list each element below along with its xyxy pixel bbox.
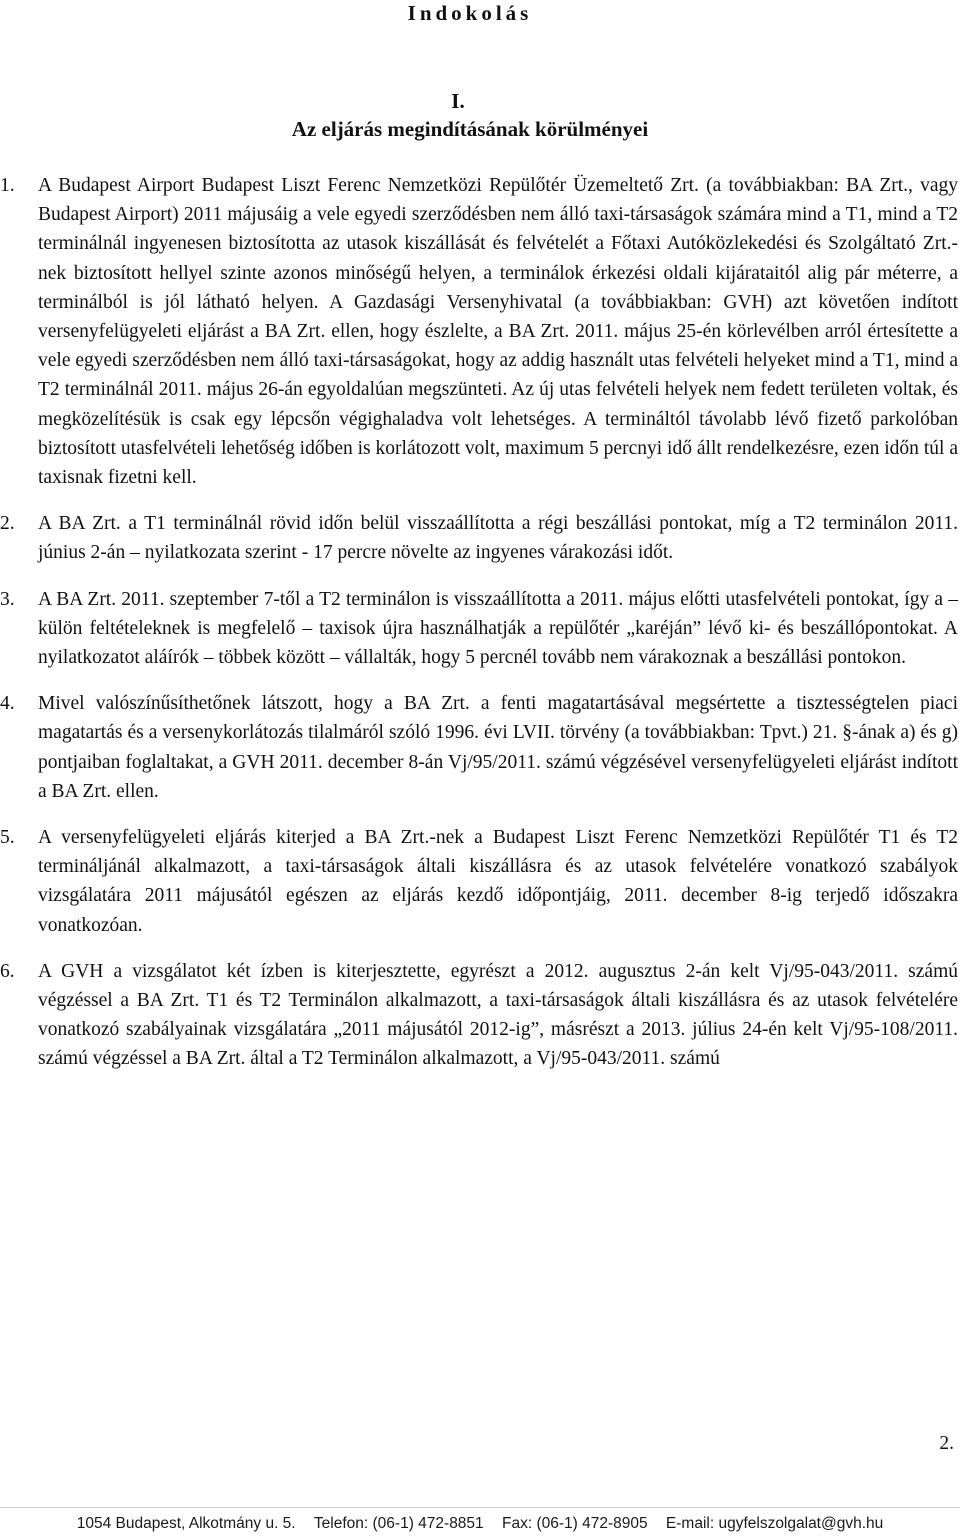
paragraph-text: A BA Zrt. 2011. szeptember 7-től a T2 terminálon is visszaállította a 2011. május előtti utasfelvételi pontokat, így a – külön feltételeknek is megfelelő – taxisok újra használhatják a repülőtér „karéján” lévő ki- és beszállópontokat. A nyilatkozatot aláírók – többek között – vállalták, hogy 5 percnél tovább nem várakoznak a beszállási pontokon. [38,588,958,669]
footer-fax: Fax: (06-1) 472-8905 [502,1515,648,1532]
paragraph-number: 5. [0,827,15,849]
page-footer [0,1513,960,1535]
paragraph-item-1 [0,171,958,492]
paragraph-number: 3. [0,588,15,610]
paragraph-text: A Budapest Airport Budapest Liszt Ferenc Nemzetközi Repülőtér Üzemeltető Zrt. (a továbbiakban: BA Zrt., vagy Budapest Airport) 2011 májusáig a vele egyedi szerződésben nem álló taxi-társaságok számára mind a T1, mind a T2 terminálnál ingyenesen biztosította az utasok kiszállását és felvételét a Főtaxi Autóközlekedési és Szolgáltató Zrt.-nek biztosított hellyel szinte azonos minőségű helyen, a terminálok érkezési oldali kijárataitól alig pár méterre, a terminálból is jól látható helyen. A Gazdasági Versenyhivatal (a továbbiakban: GVH) azt követően indított versenyfelügyeleti eljárást a BA Zrt. ellen, hogy észlelte, a BA Zrt. 2011. május 25-én körlevélben arról értesítette a vele egyedi szerződésben nem álló taxi-társaságokat, hogy az addig használt utas felvételi helyeket mind a T1, mind a T2 terminálnál 2011. május 26-án egyoldalúan megszünteti. Az új utas felvételi helyek nem fedett területen voltak, és megközelítésük is csak egy lépcsőn végighaladva volt lehetséges. A termináltól távolabb lévő fizető parkolóban biztosított utasfelvételi lehetőség időben is korlátozott volt, maximum 5 percnyi idő állt rendelkezésre, ezen időn túl a taxisnak fizetni kell. [38,175,958,489]
paragraph-number: 1. [0,175,15,196]
paragraph-item-4 [0,689,958,806]
section-numeral: I. [451,89,465,113]
paragraph-item-2 [0,509,958,567]
paragraph-item-5 [0,823,958,940]
page-number: 2. [939,1433,954,1454]
paragraph-text: A GVH a vizsgálatot két ízben is kiterjesztette, egyrészt a 2012. augusztus 2-án kelt Vj/95-043/2011. számú végzéssel a BA Zrt. T1 és T2 Terminálon alkalmazott, a taxi-társaságok általi kiszállásra és az utasok felvételére vonatkozó szabályainak vizsgálatára „2011 májusától 2012-ig”, másrészt a 2013. július 24-én kelt Vj/95-108/2011. számú végzéssel a BA Zrt. által a T2 Terminálon alkalmazott, a Vj/95-043/2011. számú [38,960,958,1070]
footer-email: E-mail: ugyfelszolgalat@gvh.hu [665,1515,884,1532]
section-title: Az eljárás megindításának körülményei [291,117,649,141]
footer-divider [0,1507,960,1508]
paragraph-text: A BA Zrt. a T1 terminálnál rövid időn belül visszaállította a régi beszállási pontokat, míg a T2 terminálon 2011. június 2-án – nyilatkozata szerint - 17 percre növelte az ingyenes várakozási időt. [38,513,958,564]
paragraph-item-3 [0,585,958,673]
paragraph-number: 4. [0,693,15,715]
footer-address: 1054 Budapest, Alkotmány u. 5. [76,1515,296,1532]
paragraph-text: Mivel valószínűsíthetőnek látszott, hogy a BA Zrt. a fenti magatartásával megsértette a tisztességtelen piaci magatartás és a versenykorlátozás tilalmáról szóló 1996. évi LVII. törvény (a továbbiakban: Tpvt.) 21. §-ának a) és g) pontjaiban foglaltakat, a GVH 2011. december 8-án Vj/95/2011. számú végzésével versenyfelügyeleti eljárást indított a BA Zrt. ellen. [38,693,958,802]
paragraph-item-6 [0,957,958,1074]
paragraph-text: A versenyfelügyeleti eljárás kiterjed a BA Zrt.-nek a Budapest Liszt Ferenc Nemzetközi Repülőtér T1 és T2 termináljánál alkalmazott, a taxi-társaságok általi kiszállásra és az utasok felvételére vonatkozó szabályok vizsgálatára 2011 májusától egészen az eljárás kezdő időpontjáig, 2011. december 8-ig terjedő időszakra vonatkozóan. [38,827,958,936]
numbered-paragraph-list [0,171,958,1091]
document-heading: Indokolás [407,1,533,25]
paragraph-number: 6. [0,960,15,982]
footer-phone: Telefon: (06-1) 472-8851 [313,1515,484,1532]
paragraph-number: 2. [0,513,15,535]
